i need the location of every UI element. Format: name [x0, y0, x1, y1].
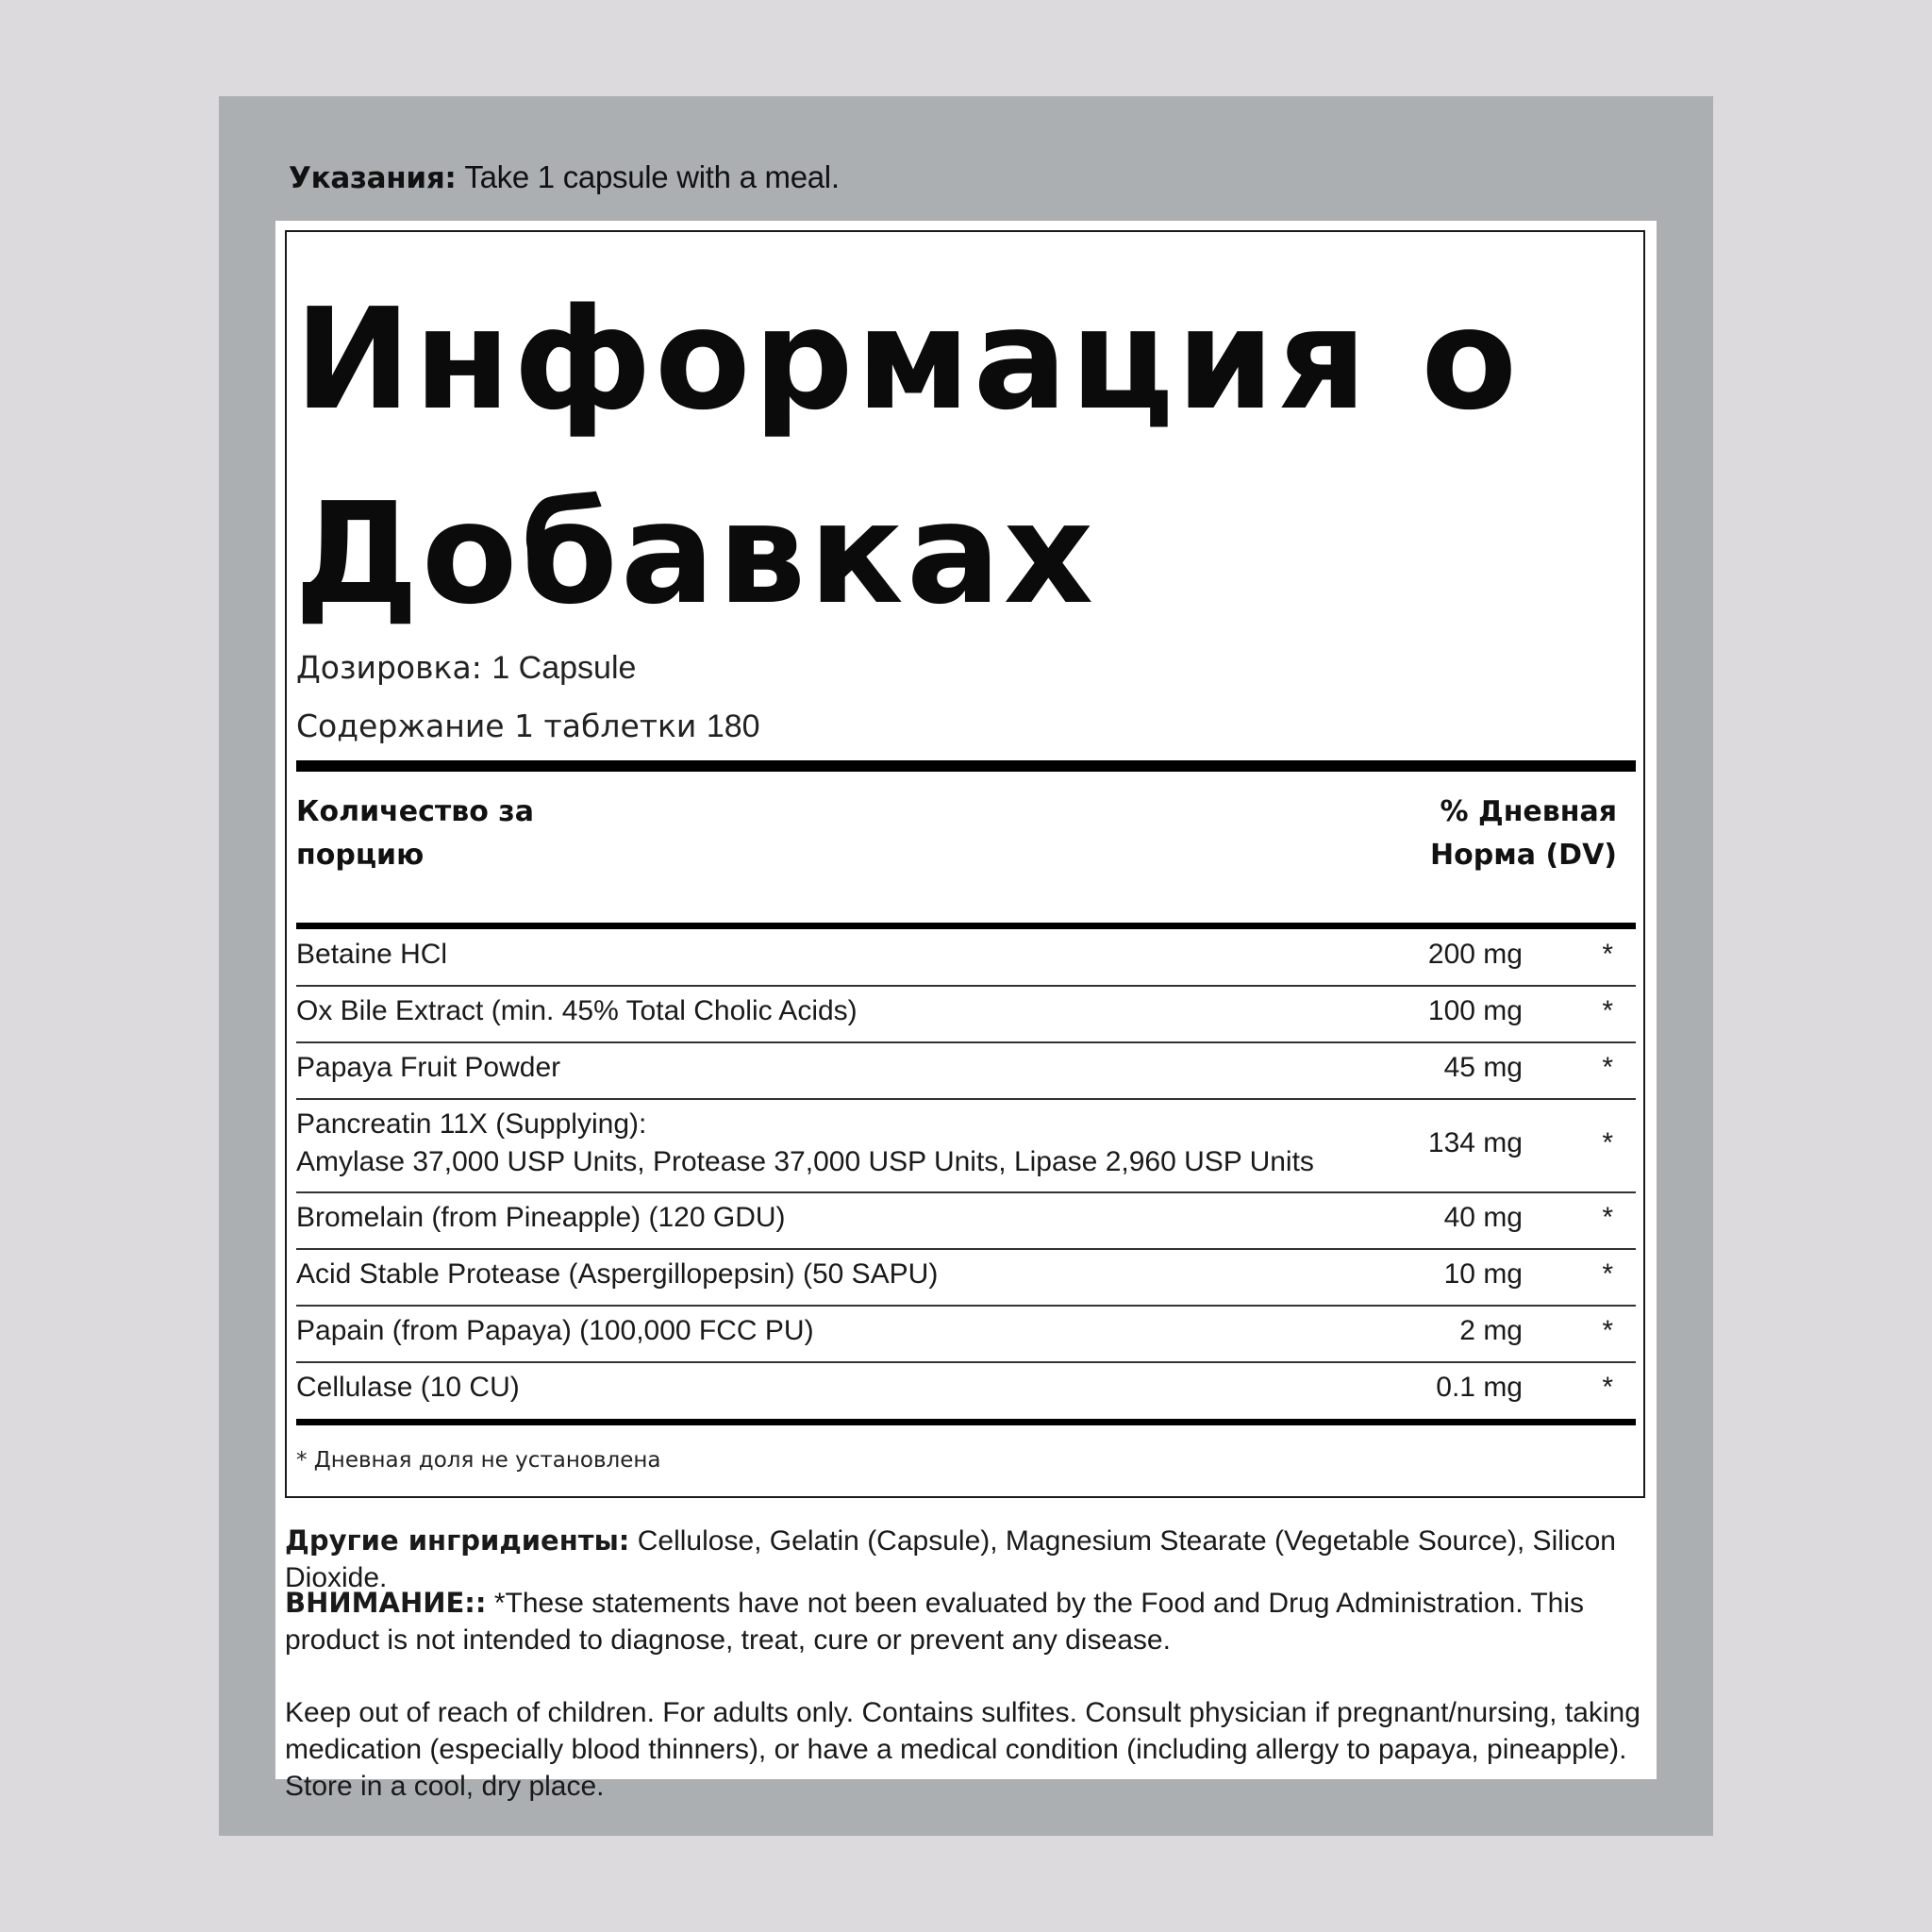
nutrient-amount: 45 mg [1443, 1052, 1523, 1083]
nutrient-dv: * [1602, 1258, 1613, 1290]
nutrient-name: Betaine HCl [296, 939, 448, 970]
warning-label: ВНИМАНИЕ:: [285, 1587, 487, 1619]
safety-notice: Keep out of reach of children. For adults only. Contains sulfites. Consult physician if pregnant/nursing, taking medication (especially blood thinners), or have a medical condition (including allergy to papaya, pineapple). Store in a cool, dry place. [285, 1697, 1641, 1802]
nutrient-dv: * [1602, 939, 1613, 970]
servings-value: 180 [706, 708, 760, 744]
serving-size-value: 1 Capsule [491, 650, 637, 686]
directions [289, 157, 840, 199]
row-divider [296, 1305, 1636, 1307]
nutrient-dv: * [1602, 1315, 1613, 1346]
nutrient-amount: 0.1 mg [1436, 1372, 1523, 1403]
row-divider [296, 1361, 1636, 1363]
row-divider [296, 1191, 1636, 1193]
nutrient-amount: 10 mg [1443, 1258, 1523, 1290]
directions-text: Take 1 capsule with a meal. [464, 159, 840, 194]
servings-label: Содержание 1 таблетки [296, 708, 697, 744]
nutrient-name: Papain (from Papaya) (100,000 FCC PU) [296, 1315, 814, 1346]
nutrient-name: Cellulase (10 CU) [296, 1372, 520, 1403]
daily-value-footnote: * Дневная доля не установлена [296, 1448, 661, 1473]
nutrient-row [296, 1106, 1636, 1185]
serving-size-label: Дозировка: [296, 649, 482, 686]
nutrient-row [296, 1256, 1636, 1297]
nutrient-row [296, 992, 1636, 1034]
nutrient-row [296, 1199, 1636, 1241]
nutrient-row [296, 936, 1636, 977]
servings-per-container [296, 706, 760, 747]
thick-divider [296, 760, 1636, 772]
supplement-facts-title: Информация о Добавках [294, 278, 1521, 635]
nutrient-name: Acid Stable Protease (Aspergillopepsin) (50 SAPU) [296, 1258, 939, 1290]
warning [285, 1585, 1643, 1658]
warning-text: *These statements have not been evaluated by the Food and Drug Administration. This product is not intended to diagnose, treat, cure or prevent any disease. [285, 1588, 1584, 1656]
nutrient-amount: 200 mg [1427, 939, 1523, 970]
nutrient-row [296, 1049, 1636, 1091]
nutrient-dv: * [1602, 1372, 1613, 1403]
nutrient-amount: 134 mg [1427, 1127, 1523, 1158]
nutrient-dv: * [1602, 995, 1613, 1026]
nutrient-amount: 2 mg [1459, 1315, 1523, 1346]
nutrient-row [296, 1312, 1636, 1354]
directions-label: Указания: [289, 161, 457, 195]
nutrient-name: Papaya Fruit Powder [296, 1052, 561, 1083]
nutrient-amount: 40 mg [1443, 1202, 1523, 1233]
other-ingredients-label: Другие ингридиенты: [285, 1524, 630, 1557]
other-ingredients-text: Cellulose, Gelatin (Capsule), Magnesium Stearate (Vegetable Source), Silicon Dioxide. [285, 1525, 1616, 1593]
bottom-divider [296, 1419, 1636, 1425]
header-divider [296, 923, 1636, 929]
serving-size [296, 647, 636, 689]
header-daily-value: % Дневная Норма (DV) [1430, 795, 1617, 872]
nutrient-amount: 100 mg [1427, 995, 1523, 1026]
row-divider [296, 1041, 1636, 1043]
row-divider [296, 985, 1636, 987]
nutrient-dv: * [1602, 1127, 1613, 1158]
row-divider [296, 1098, 1636, 1100]
nutrient-name: Pancreatin 11X (Supplying): Amylase 37,000 USP Units, Protease 37,000 USP Units, Lipase 2,960 USP Units [296, 1108, 1314, 1177]
nutrient-dv: * [1602, 1202, 1613, 1233]
nutrient-dv: * [1602, 1052, 1613, 1083]
nutrient-row [296, 1369, 1636, 1410]
nutrient-name: Ox Bile Extract (min. 45% Total Cholic Acids) [296, 995, 858, 1026]
row-divider [296, 1248, 1636, 1250]
header-amount-per-serving: Количество за порцию [296, 795, 534, 872]
nutrient-name: Bromelain (from Pineapple) (120 GDU) [296, 1202, 786, 1233]
